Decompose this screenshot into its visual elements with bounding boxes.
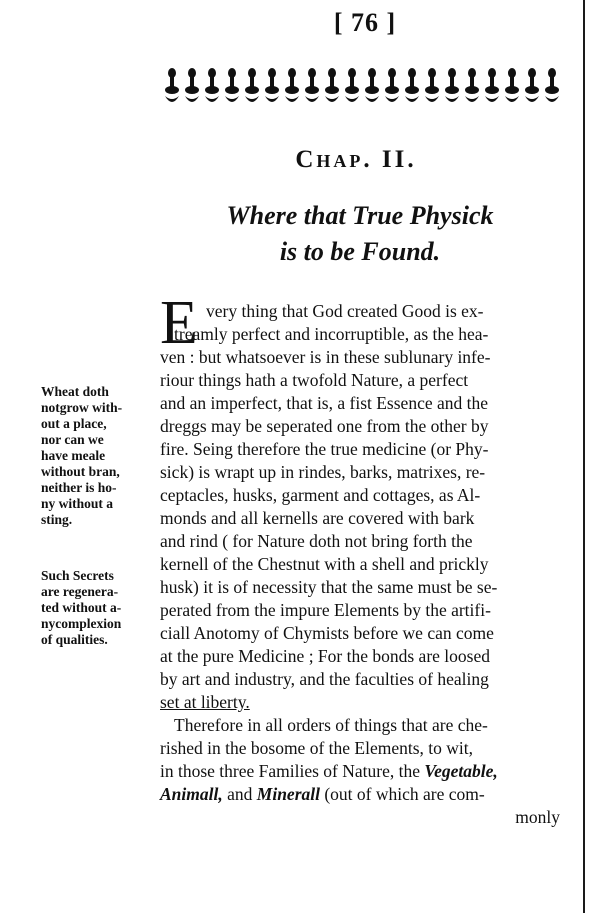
margin-note-line: have meale xyxy=(41,448,106,463)
text-line: and rind ( for Nature doth not bring forth the xyxy=(160,531,473,551)
margin-note-secrets xyxy=(41,568,153,648)
text-line: ceptacles, husks, garment and cottages, as Al- xyxy=(160,485,481,505)
margin-note-line: ny without a xyxy=(41,496,114,511)
text-line: Therefore in all orders of things that are che- xyxy=(174,715,488,735)
text-segment: and xyxy=(222,784,257,804)
last-line-underlined: set at liberty. xyxy=(160,692,250,712)
margin-note-line: nycomplexion xyxy=(41,616,122,631)
page-number: [ 76 ] xyxy=(333,8,397,37)
text-line: kernell of the Chestnut with a shell and prickly xyxy=(160,554,489,574)
text-line: treamly perfect and incorruptible, as the hea- xyxy=(174,324,489,344)
margin-note-line: are regenera- xyxy=(41,584,119,599)
margin-note-line: Such Secrets xyxy=(41,568,114,583)
text-line: husk) it is of necessity that the same must be se- xyxy=(160,577,498,597)
text-line: riour things hath a twofold Nature, a perfect xyxy=(160,370,469,390)
text-line: perated from the impure Elements by the artifi- xyxy=(160,600,491,620)
chapter-title xyxy=(150,198,570,270)
text-line: sick) is wrapt up in rindes, barks, matrixes, re- xyxy=(160,462,486,482)
margin-note-line: out a place, xyxy=(41,416,107,431)
margin-note-line: sting. xyxy=(41,512,73,527)
catchword: monly xyxy=(515,807,560,827)
margin-note-line: ted without a- xyxy=(41,600,122,615)
drop-cap-letter: E xyxy=(160,289,198,357)
margin-note-wheat xyxy=(41,384,153,528)
text-line: monds and all kernells are covered with bark xyxy=(160,508,475,528)
text-line: fire. Seing therefore the true medicine (or Phy- xyxy=(160,439,489,459)
text-line: and an imperfect, that is, a fist Essence and the xyxy=(160,393,489,413)
chapter-title-line-2: is to be Found. xyxy=(279,237,441,266)
text-line: very thing that God created Good is ex- xyxy=(206,301,484,321)
text-line xyxy=(160,783,560,806)
margin-note-line: without bran, xyxy=(41,464,120,479)
margin-note-line: nor can we xyxy=(41,432,104,447)
text-line: rished in the bosome of the Elements, to wit, xyxy=(160,738,474,758)
margin-note-line: neither is ho- xyxy=(41,480,117,495)
text-line: at the pure Medicine ; For the bonds are loosed xyxy=(160,646,490,666)
text-line xyxy=(160,691,560,714)
italic-word: Minerall xyxy=(256,784,320,804)
text-line: ven : but whatsoever is in these sublunary infe- xyxy=(160,347,491,367)
text-line: by art and industry, and the faculties of healing xyxy=(160,669,489,689)
page-edge-rule xyxy=(583,0,585,913)
chapter-heading: Chap. II. xyxy=(295,146,417,173)
italic-word: Vegetable, xyxy=(424,761,498,781)
main-text-block xyxy=(160,300,560,829)
text-line: dreggs may be seperated one from the other by xyxy=(160,416,489,436)
chapter-title-line-1: Where that True Physick xyxy=(226,201,494,230)
margin-note-line: Wheat doth xyxy=(41,384,109,399)
italic-word: Animall, xyxy=(160,784,223,804)
text-line xyxy=(160,760,560,783)
text-segment: (out of which are com- xyxy=(319,784,485,804)
text-segment: in those three Families of Nature, the xyxy=(160,761,425,781)
margin-note-line: of qualities. xyxy=(41,632,108,647)
margin-note-line: notgrow with- xyxy=(41,400,123,415)
decorative-ornament-band xyxy=(163,66,561,110)
text-line: ciall Anotomy of Chymists before we can come xyxy=(160,623,494,643)
